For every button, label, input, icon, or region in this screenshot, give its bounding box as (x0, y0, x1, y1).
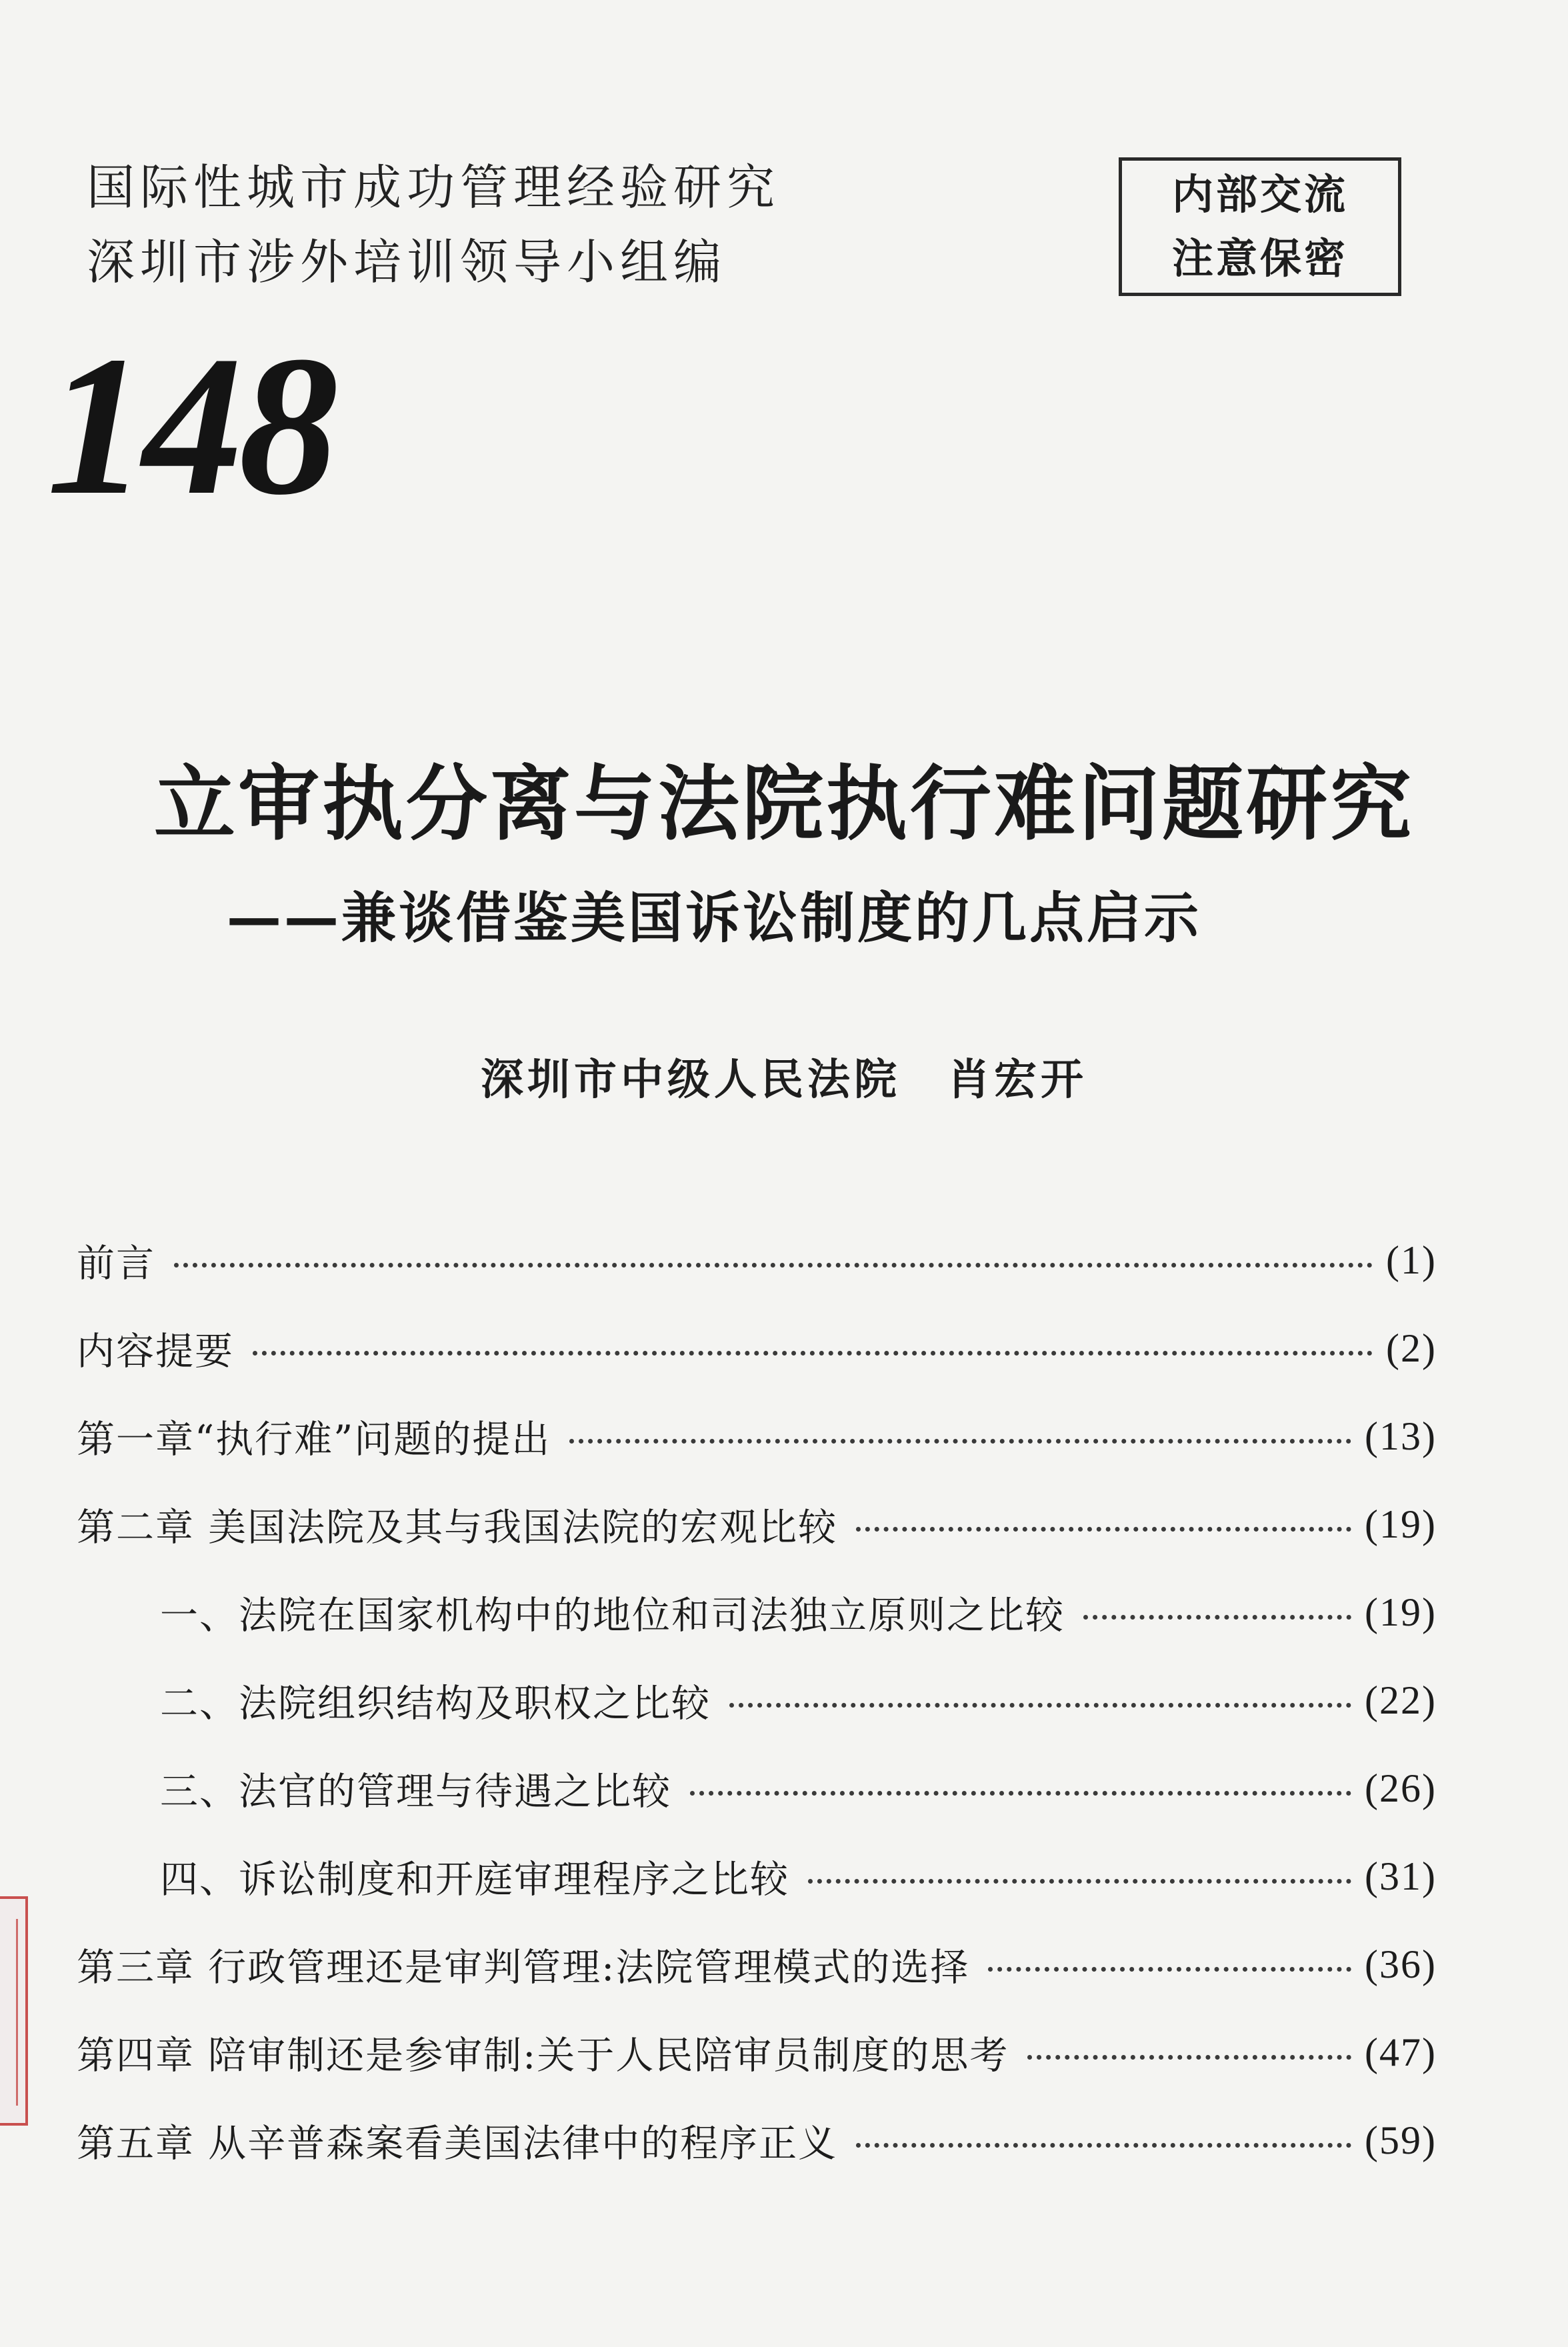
toc-entry-page: (19) (1365, 1590, 1437, 1634)
stamp-line-2: 注意保密 (1171, 234, 1348, 283)
toc-dot-leader (808, 1879, 1351, 1884)
toc-entry-label: 四、诉讼制度和开庭审理程序之比较 (160, 1858, 789, 1902)
toc-entry-label: 二、法院组织结构及职权之比较 (160, 1682, 711, 1726)
toc-entry-page: (13) (1365, 1414, 1437, 1458)
toc-entry-label: 第二章 美国法院及其与我国法院的宏观比较 (77, 1506, 838, 1550)
confidential-stamp (1119, 157, 1401, 296)
author-line (0, 1047, 1568, 1113)
document-subtitle: ——兼谈借鉴美国诉讼制度的几点启示 (227, 887, 1202, 950)
toc-entry-page: (2) (1386, 1326, 1437, 1370)
toc-dot-leader (569, 1439, 1351, 1444)
toc-dot-leader (253, 1351, 1373, 1356)
toc-entry-preface (77, 1227, 1437, 1294)
toc-entry-section-3 (160, 1755, 1437, 1822)
toc-entry-section-2 (160, 1667, 1437, 1734)
toc-entry-label: 第一章“执行难”问题的提出 (77, 1418, 551, 1462)
issue-number: 148 (47, 315, 335, 536)
toc-entry-label: 第四章 陪审制还是参审制:关于人民陪审员制度的思考 (77, 2034, 1009, 2078)
toc-entry-label: 第五章 从辛普森案看美国法律中的程序正义 (77, 2122, 838, 2166)
series-title: 国际性城市成功管理经验研究 (87, 159, 781, 215)
toc-entry-page: (1) (1386, 1238, 1437, 1282)
toc-entry-label: 前言 (77, 1242, 155, 1286)
series-header (87, 150, 780, 299)
toc-entry-page: (59) (1365, 2118, 1437, 2162)
toc-dot-leader (856, 1527, 1351, 1532)
toc-entry-chapter-1 (77, 1403, 1437, 1470)
author-name: 肖宏开 (947, 1055, 1087, 1105)
toc-entry-section-4 (160, 1843, 1437, 1910)
stamp-line-1: 内部交流 (1171, 170, 1348, 219)
toc-dot-leader (1027, 2055, 1351, 2060)
document-title: 立审执分离与法院执行难问题研究 (154, 755, 1414, 851)
toc-entry-chapter-2 (77, 1491, 1437, 1558)
toc-entry-page: (36) (1365, 1942, 1437, 1986)
toc-dot-leader (988, 1967, 1351, 1972)
series-editor: 深圳市涉外培训领导小组编 (87, 234, 727, 290)
toc-dot-leader (1083, 1615, 1351, 1620)
toc-entry-page: (31) (1365, 1854, 1437, 1898)
toc-entry-page: (47) (1365, 2030, 1437, 2074)
toc-entry-label: 内容提要 (77, 1330, 234, 1374)
toc-entry-section-1 (160, 1579, 1437, 1646)
toc-dot-leader (690, 1791, 1351, 1796)
toc-entry-chapter-4 (77, 2019, 1437, 2086)
toc-entry-chapter-3 (77, 1931, 1437, 1998)
toc-dot-leader (174, 1263, 1373, 1268)
toc-entry-page: (26) (1365, 1766, 1437, 1810)
author-affiliation: 深圳市中级人民法院 (481, 1055, 901, 1105)
toc-dot-leader (856, 2143, 1351, 2148)
toc-entry-label: 第三章 行政管理还是审判管理:法院管理模式的选择 (77, 1946, 970, 1990)
toc-entry-summary (77, 1315, 1437, 1382)
toc-entry-label: 一、法院在国家机构中的地位和司法独立原则之比较 (160, 1594, 1065, 1638)
toc-entry-page: (19) (1365, 1502, 1437, 1546)
toc-dot-leader (729, 1703, 1351, 1708)
toc-entry-label: 三、法官的管理与待遇之比较 (160, 1770, 671, 1814)
library-label-sticker (0, 1896, 28, 2126)
toc-entry-chapter-5 (77, 2107, 1437, 2174)
toc-entry-page: (22) (1365, 1678, 1437, 1722)
